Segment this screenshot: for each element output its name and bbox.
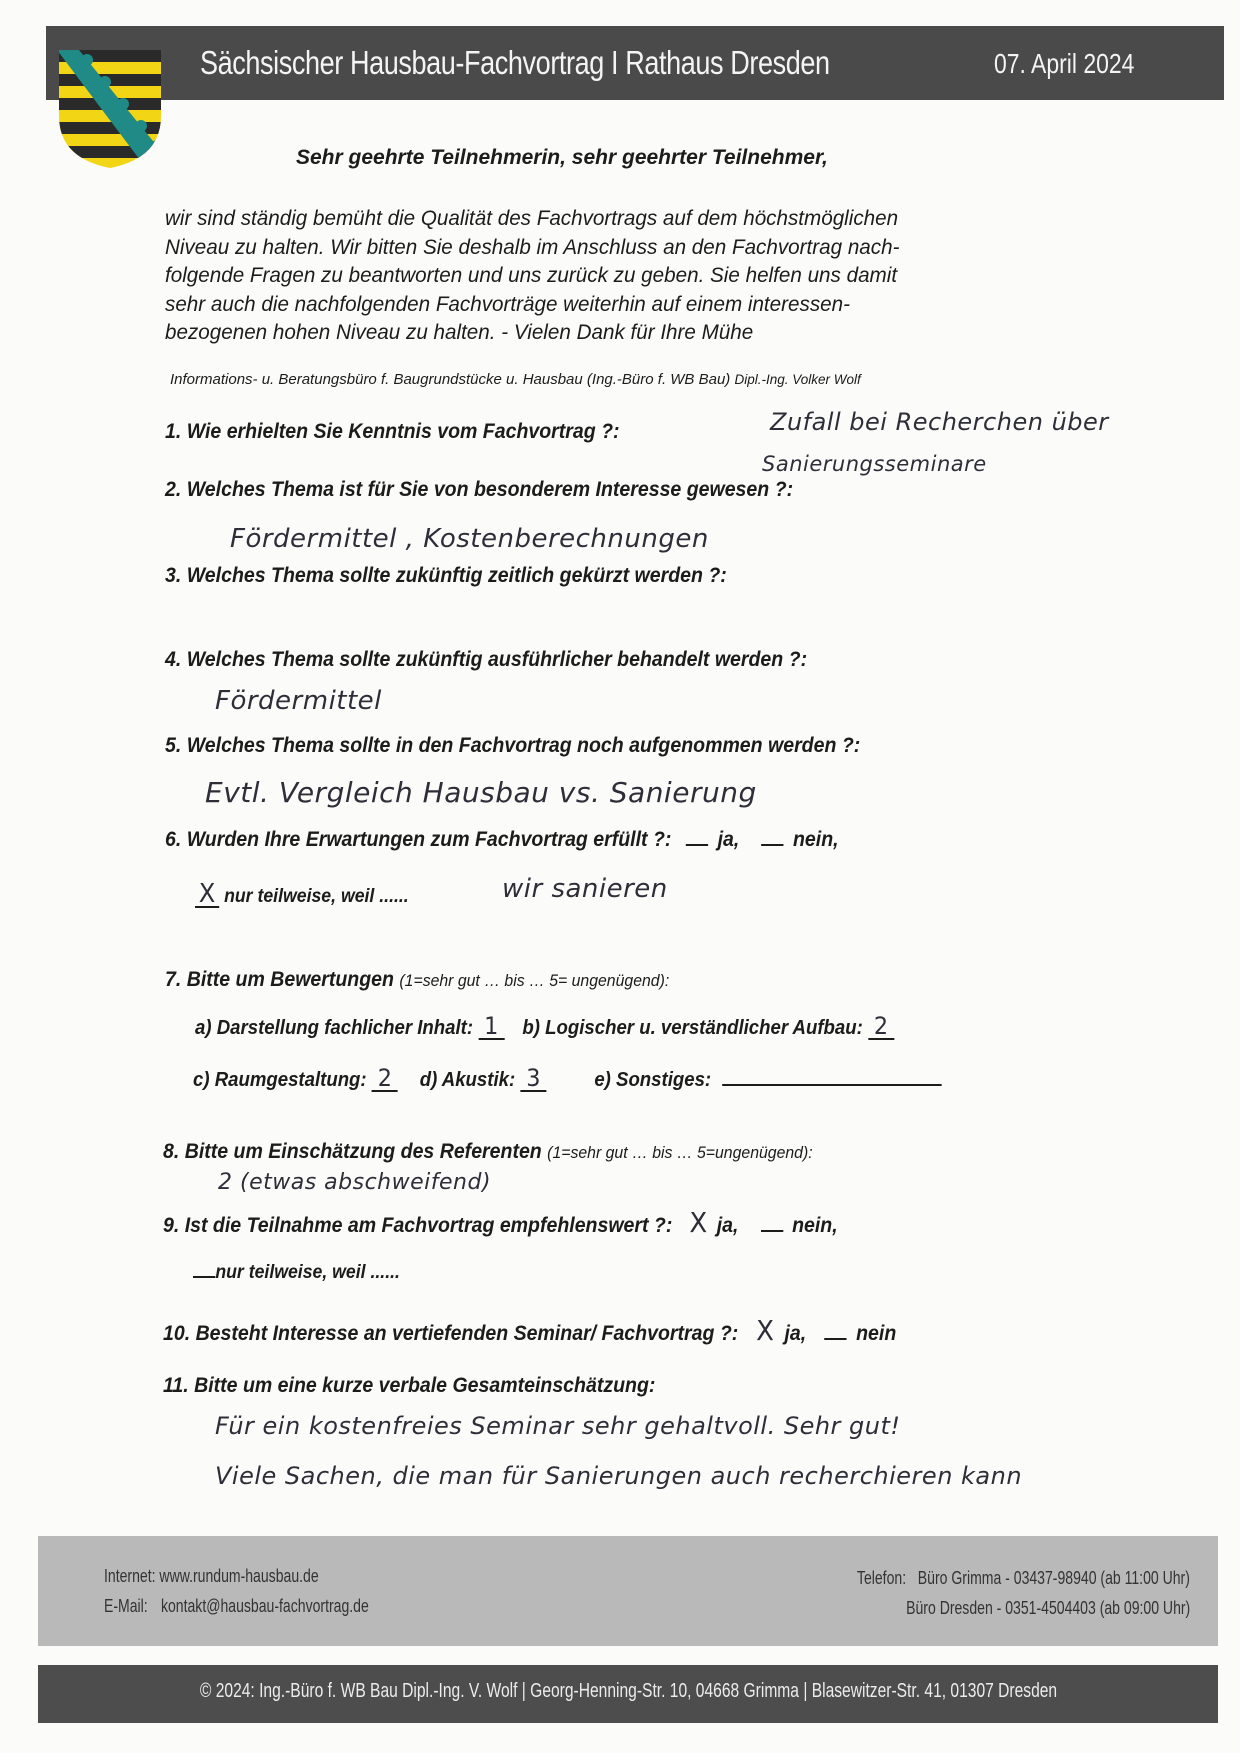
question-10-label: 10. Besteht Interesse an vertiefenden Seminar/ Fachvortrag ?:	[163, 1322, 739, 1345]
question-9-yes-checkbox-marked[interactable]: X	[689, 1206, 708, 1239]
footer-phone-dresden: Büro Dresden - 0351-4504403 (ab 09:00 Uhr)	[905, 1598, 1190, 1618]
question-11-label: 11. Bitte um eine kurze verbale Gesamteinschätzung:	[163, 1374, 656, 1397]
rating-c-value[interactable]: 2	[372, 1066, 398, 1092]
question-6-label: 6. Wurden Ihre Erwartungen zum Fachvortrag erfüllt ?:	[165, 828, 672, 851]
question-8	[163, 1140, 813, 1164]
rating-d-label: d) Akustik:	[419, 1069, 516, 1091]
header-title: Sächsischer Hausbau-Fachvortrag I Rathaus Dresden	[200, 44, 830, 81]
question-9-partial-checkbox[interactable]	[193, 1274, 215, 1278]
office-person: Dipl.-Ing. Volker Wolf	[734, 372, 861, 387]
intro-line: sehr auch die nachfolgenden Fachvorträge weiterhin auf einem interessen-	[165, 291, 850, 316]
footer-phone-grimma-value: Büro Grimma - 03437-98940 (ab 11:00 Uhr)	[917, 1568, 1190, 1588]
question-7-scale: (1=sehr gut … bis … 5= ungenügend):	[399, 971, 670, 990]
question-6-yes-label: ja,	[717, 828, 740, 851]
greeting: Sehr geehrte Teilnehmerin, sehr geehrter Teilnehmer,	[296, 146, 828, 169]
header-date: 07. April 2024	[994, 48, 1135, 79]
question-1-answer-line-2[interactable]: Sanierungsseminare	[762, 452, 987, 476]
question-7-label: 7. Bitte um Bewertungen	[165, 968, 394, 991]
question-11-answer-line-2[interactable]: Viele Sachen, die man für Sanierungen auch recherchieren kann	[215, 1462, 1023, 1490]
question-6-reason[interactable]: wir sanieren	[502, 874, 668, 904]
footer-copyright	[38, 1680, 1218, 1703]
question-6	[165, 828, 839, 852]
intro-line: folgende Fragen zu beantworten und uns zurück zu geben. Sie helfen uns damit	[165, 263, 898, 287]
question-5-answer[interactable]: Evtl. Vergleich Hausbau vs. Sanierung	[205, 776, 757, 809]
question-9-no-label: nein,	[792, 1214, 838, 1237]
question-9-yes-label: ja,	[716, 1214, 739, 1237]
question-10-no-checkbox[interactable]	[825, 1336, 847, 1340]
question-10-no-label: nein	[856, 1322, 897, 1345]
question-1-label: 1. Wie erhielten Sie Kenntnis vom Fachvortrag ?:	[165, 420, 620, 443]
footer-email	[104, 1596, 369, 1617]
question-6-partial-label: nur teilweise, weil ......	[224, 886, 409, 907]
question-8-scale: (1=sehr gut … bis … 5=ungenügend):	[547, 1143, 813, 1162]
office-info	[170, 371, 861, 388]
rating-b-label: b) Logischer u. verständlicher Aufbau:	[522, 1017, 863, 1039]
question-11-answer-line-1[interactable]: Für ein kostenfreies Seminar sehr gehaltvoll. Sehr gut!	[215, 1412, 901, 1440]
question-2-answer[interactable]: Fördermittel , Kostenberechnungen	[230, 524, 709, 554]
saxony-coat-of-arms-icon	[57, 46, 163, 170]
footer-internet-link[interactable]: www.rundum-hausbau.de	[159, 1566, 319, 1586]
question-6-yes-checkbox[interactable]	[686, 842, 708, 846]
question-10-yes-checkbox-marked[interactable]: X	[756, 1314, 774, 1347]
footer-email-label: E-Mail:	[104, 1596, 148, 1616]
question-9-partial-label: nur teilweise, weil ......	[215, 1262, 400, 1283]
footer-internet	[104, 1566, 319, 1587]
footer-email-link[interactable]: kontakt@hausbau-fachvortrag.de	[160, 1596, 369, 1616]
intro-line: bezogenen hohen Niveau zu halten. - Vielen Dank für Ihre Mühe	[165, 320, 754, 344]
rating-a-value[interactable]: 1	[478, 1014, 504, 1040]
question-1-answer-line-1[interactable]: Zufall bei Recherchen über	[770, 408, 1109, 436]
question-3-label: 3. Welches Thema sollte zukünftig zeitlich gekürzt werden ?:	[165, 564, 727, 587]
footer-internet-label: Internet:	[104, 1566, 156, 1586]
question-4-answer[interactable]: Fördermittel	[215, 686, 382, 716]
footer-phone-label: Telefon:	[857, 1568, 907, 1588]
question-10	[163, 1314, 896, 1347]
question-7-row-cde	[193, 1066, 941, 1092]
question-9-no-checkbox[interactable]	[761, 1228, 783, 1232]
rating-c-label: c) Raumgestaltung:	[193, 1069, 367, 1091]
rating-d-value[interactable]: 3	[520, 1066, 546, 1092]
question-6-no-checkbox[interactable]	[762, 842, 784, 846]
question-8-answer[interactable]: 2 (etwas abschweifend)	[218, 1170, 492, 1195]
question-6-no-label: nein,	[792, 828, 839, 851]
question-10-yes-label: ja,	[784, 1322, 807, 1345]
rating-e-label: e) Sonstiges:	[594, 1069, 712, 1091]
rating-e-input-line[interactable]	[722, 1082, 941, 1086]
question-6-partial-checkbox-marked[interactable]: X	[195, 882, 219, 908]
question-7-row-ab	[195, 1014, 894, 1040]
footer-phone-grimma	[857, 1568, 1190, 1589]
question-5-label: 5. Welches Thema sollte in den Fachvortrag noch aufgenommen werden ?:	[165, 734, 861, 757]
question-9-partial	[193, 1262, 400, 1284]
rating-b-value[interactable]: 2	[868, 1014, 894, 1040]
footer-contact-bar	[38, 1536, 1218, 1646]
question-9-label: 9. Ist die Teilnahme am Fachvortrag empfehlenswert ?:	[163, 1214, 673, 1237]
question-7	[165, 968, 669, 992]
question-8-label: 8. Bitte um Einschätzung des Referenten	[163, 1140, 542, 1163]
question-2-label: 2. Welches Thema ist für Sie von besonderem Interesse gewesen ?:	[165, 478, 794, 501]
question-6-partial	[195, 879, 409, 909]
question-4-label: 4. Welches Thema sollte zukünftig ausführlicher behandelt werden ?:	[165, 648, 808, 671]
question-9	[163, 1206, 838, 1239]
intro-line: Niveau zu halten. Wir bitten Sie deshalb im Anschluss an den Fachvortrag nach-	[165, 234, 900, 259]
rating-a-label: a) Darstellung fachlicher Inhalt:	[195, 1017, 474, 1039]
intro-paragraph	[165, 204, 1029, 347]
office-name: Informations- u. Beratungsbüro f. Baugrundstücke u. Hausbau (Ing.-Büro f. WB Bau)	[170, 371, 731, 388]
intro-line: wir sind ständig bemüht die Qualität des Fachvortrags auf dem höchstmöglichen	[165, 206, 899, 230]
footer-copyright-text: © 2024: Ing.-Büro f. WB Bau Dipl.-Ing. V. Wolf | Georg-Henning-Str. 10, 04668 Grimma | Blasewitzer-Str. 41, 01307 Dresden	[199, 1680, 1057, 1702]
